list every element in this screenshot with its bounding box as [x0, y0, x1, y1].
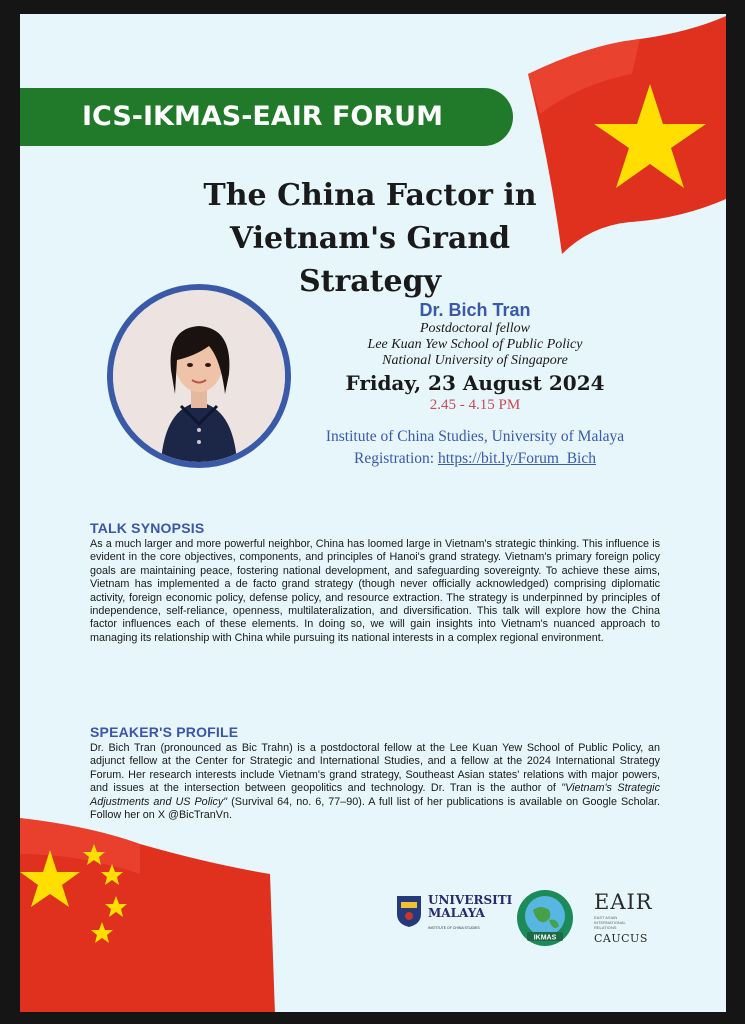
event-time: 2.45 - 4.15 PM [429, 397, 521, 413]
um-name-line1: UNIVERSITI [428, 893, 513, 907]
registration-link[interactable]: https://bit.ly/Forum_Bich [437, 450, 596, 467]
venue-text: Institute of China Studies, University of Malaya [325, 428, 625, 445]
speaker-role: Postdoctoral fellow [419, 321, 531, 336]
profile-publication-title: "Vietnam's Strategic Adjustments and US Policy" [90, 782, 660, 808]
eair-logo [594, 890, 674, 945]
profile-heading: SPEAKER'S PROFILE [90, 724, 239, 740]
registration-label: Registration: [354, 450, 435, 467]
speaker-university: National University of Singapore [382, 353, 568, 368]
ikmas-text: IKMAS [533, 934, 557, 942]
forum-banner: ICS-IKMAS-EAIR FORUM [20, 88, 513, 146]
eair-subtitle: EAST ASIAN INTERNATIONAL RELATIONS [594, 915, 626, 930]
um-subtitle: INSTITUTE OF CHINA STUDIES [428, 926, 480, 930]
talk-title-line1: The China Factor in [203, 178, 537, 213]
synopsis-heading: TALK SYNOPSIS [90, 520, 205, 536]
profile-body-text: Dr. Bich Tran (pronounced as Bic Trahn) is a postdoctoral fellow at the Lee Kuan Yew School of Public Policy, an adjunct fellow at the Center for Strategic and International Studies, and a fellow at the 2024 International Strategy Forum. Her research interests include Vietnam's grand strategy, Southeast Asian states' relations with major powers, and issues at the intersection between geopolitics and technology. Dr. Tran is the author of [90, 742, 660, 795]
talk-title [180, 174, 560, 303]
profile-body-text-end: (Survival 64, no. 6, 77–90). A full list of her publications is available on Google Scholar. Follow her on X @BicTranVn. [90, 795, 660, 822]
um-shield-icon [395, 894, 423, 928]
universiti-malaya-logo [395, 894, 512, 935]
synopsis-body: As a much larger and more powerful neighbor, China has loomed large in Vietnam's strategic thinking. This influence is evident in the core objectives, components, and principles of Hanoi's grand strategy. Vietnam's primary foreign policy goals are maintaining peace, fostering national development, and safeguarding sovereignty. To achieve these aims, Vietnam has implemented a de facto grand strategy (though never officially acknowledged) comprising diplomatic activity, foreign economic policy, defense policy, and resource extraction. The strategy is underpinned by principles of independence, self-reliance, openness, multilateralization, and diversification. This talk will explore how the China factor influences each of these elements. In doing so, we will gain insights into Vietnam's nuanced approach to managing its relationship with China while pursuing its national interests in a complex regional environment. [90, 538, 660, 644]
event-poster [20, 14, 726, 1012]
registration-line [300, 448, 650, 470]
ikmas-globe-icon [515, 888, 575, 948]
partner-logos [395, 884, 715, 954]
speaker-portrait-icon [113, 290, 285, 462]
eair-caucus: CAUCUS [594, 932, 648, 945]
speaker-name: Dr. Bich Tran [419, 300, 531, 320]
speaker-info [300, 300, 650, 414]
speaker-school: Lee Kuan Yew School of Public Policy [367, 337, 583, 352]
ikmas-logo [515, 888, 575, 948]
um-name-line2: MALAYA [428, 906, 485, 920]
eair-wordmark: EAIR [594, 890, 653, 914]
speaker-photo [113, 290, 285, 462]
talk-title-line2: Vietnam's Grand Strategy [229, 221, 511, 299]
china-flag-icon [20, 814, 280, 1012]
event-date: Friday, 23 August 2024 [345, 371, 605, 395]
venue-block [300, 426, 650, 470]
speaker-photo-ring [107, 284, 291, 468]
profile-body [90, 742, 660, 822]
